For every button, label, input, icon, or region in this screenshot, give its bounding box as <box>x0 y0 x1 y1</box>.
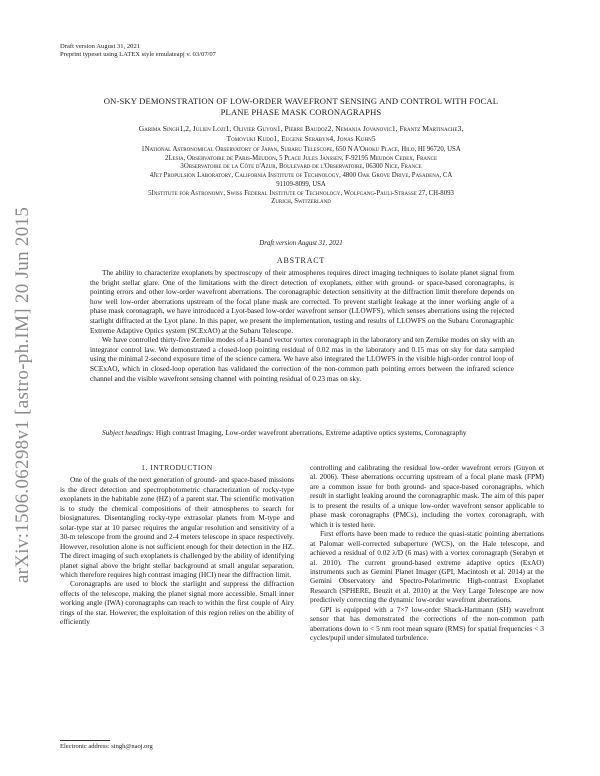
title-line: ON-SKY DEMONSTRATION OF LOW-ORDER WAVEFRONT SENSING AND CONTROL WITH FOCAL <box>103 96 499 106</box>
affiliation-line: 4Jet Propulsion Laboratory, California Institute of Technology, 4800 Oak Grove Drive, Pasadena, CA <box>149 172 453 180</box>
paper-title <box>62 96 540 118</box>
arxiv-id-text: arXiv:1506.06298v1 [astro-ph.IM] 20 Jun 2015 <box>12 206 33 584</box>
footnote-email: Electronic address: singh@naoj.org <box>60 743 153 750</box>
affiliation-line: 1National Astronomical Observatory of Japan, Subaru Telescope, 650 N A'Ohoku Place, Hilo, HI 96720, USA <box>141 146 461 153</box>
author-list <box>66 124 536 144</box>
abstract-body <box>90 268 514 383</box>
abstract-heading: ABSTRACT <box>276 256 326 265</box>
body-paragraph: First efforts have been made to reduce the quasi-static pointing aberrations at Palomar well-corrected subaperture (WCS), on the Hale telescope, and achieved a residual of 0.02 λ/D (6 mas) with a vortex coronagraph (Serabyn et al. 2010). The current ground-based extreme adaptive optics (ExAO) instruments such as Gemini Planet Imager (GPI, Macintosh et al. 2014) at the Gemini Observatory and Spectro-Polarimetric High-contrast Exoplanet Research (SPHERE, Beuzit et al. 2010) at the Very Large Telescope are now predictively correcting the dynamic low-order wavefront aberrations. <box>310 529 544 605</box>
preprint-header <box>60 43 216 60</box>
preprint-typeset-line: Preprint typeset using LATEX style emulateapj v. 03/07/07 <box>60 51 216 59</box>
draft-version-date: Draft version August 31, 2021 <box>259 240 343 247</box>
subject-headings <box>90 428 514 438</box>
body-paragraph: GPI is equipped with a 7×7 low-order Shack-Hartmann (SH) wavefront sensor that has demonstrated the corrections of the non-common path aberrations down to < 5 nm root mean square (RMS) for spatial frequencies < 3 cycles/pupil under simulated turbulence. <box>310 604 544 643</box>
author-line: Garima Singh1,2, Julien Lozi1, Olivier Guyon1, Pierre Baudoz2, Nemanja Jovanovic1, Frantz Martinache3, <box>138 124 464 133</box>
subject-headings-label: Subject headings: <box>102 428 155 437</box>
arxiv-identifier-stamp <box>6 180 40 610</box>
footnote-rule <box>60 740 110 741</box>
section-heading-introduction: 1. INTRODUCTION <box>141 463 213 472</box>
body-paragraph: Coronagraphs are used to block the starlight and suppress the diffraction effects of the telescope, making the planet signal more accessible. Small inner working angle (IWA) coronagraphs can reach to within the first couple of Airy rings of the star. However, the exploitation of this region relies on the ability of efficiently <box>60 579 294 627</box>
affiliation-line: 3Observatoire de la Côte d'Azur, Boulevard de l'Observatoire, 06300 Nice, France <box>180 163 422 171</box>
affiliation-line: 2Lesia, Observatoire de Paris-Meudon, 5 Place Jules Janssen, F-92195 Meudon Cedex, France <box>164 154 438 162</box>
affiliations <box>60 146 542 207</box>
author-line: Tomoyuki Kudo1, Eugene Serabyn4, Jonas Kuhn5 <box>226 134 376 143</box>
left-column <box>60 463 294 627</box>
affiliation-line: 91109-8099, USA <box>276 180 326 188</box>
body-paragraph: One of the goals of the next generation of ground- and space-based missions is the direct detection and spectrophotometric characterization of rocky-type exoplanets in the habitable zone (HZ) of a parent star. The scientific motivation is to study the chemical compositions of their atmospheres to search for biosignatures. Disentangling rocky-type extrasolar planets from M-type and solar-type star at 10 parsec requires the angular resolution and sensitivity of a 30-m telescope from the ground and 2-4 meters telescope in space respectively. However, resolution alone is not sufficient enough for their detection in the HZ. The direct imaging of such exoplanets is challenged by the ability of identifying planet signal above the bright stellar background at small angular separation, which therefore requires high contrast imaging (HCI) near the diffraction limit. <box>60 475 294 579</box>
abstract-paragraph: We have controlled thirty-five Zernike modes of a H-band vector vortex coronagraph in the laboratory and ten Zernike modes on sky with an integrator control law. We demonstrated a closed-loop pointing residual of 0.02 mas in the laboratory and 0.15 mas on sky for data sampled using the minimal 2-second exposure time of the science camera. We have also integrated the LLOWFS in the visible high-order control loop of SCExAO, which in closed-loop operation has validated the correction of the non-common path pointing errors between the infrared science channel and the visible wavefront sensing channel with pointing residual of 0.23 mas on sky. <box>90 335 514 383</box>
affiliation-line: Zurich, Switzerland <box>271 198 331 206</box>
subject-headings-text: High contrast Imaging, Low-order wavefront aberrations, Extreme adaptive optics systems, Coronagraphy <box>154 428 467 437</box>
abstract-paragraph: The ability to characterize exoplanets by spectroscopy of their atmospheres requires direct imaging techniques to isolate planet signal from the bright stellar glare. One of the limitations with the direct detection of exoplanets, either with ground- or space-based coronagraphs, is pointing errors and other low-order wavefront aberrations. The coronagraphic detection sensitivity at the diffraction limit therefore depends on how well low-order aberrations upstream of the focal plane mask are corrected. To prevent starlight leakage at the inner working angle of a phase mask coronagraph, we have introduced a Lyot-based low-order wavefront sensor (LLOWFS), which senses aberrations using the rejected starlight diffracted at the Lyot plane. In this paper, we present the implementation, testing and results of LLOWFS on the Subaru Coronagraphic Extreme Adaptive Optics system (SCExAO) at the Subaru Telescope. <box>90 268 514 335</box>
body-paragraph: controlling and calibrating the residual low-order wavefront errors (Guyon et al. 2006). These aberrations occurring upstream of a focal plane mask (FPM) are a common issue for both ground- and space-based coronagraphs, which result in starlight leaking around the coronagraphic mask. The aim of this paper is to present the results of a unique low-order wavefront sensor applicable to phase mask coronagraphs (PMCs), including the vortex coronagraph, with which it is tested here. <box>310 463 544 529</box>
title-line: PLANE PHASE MASK CORONAGRAPHS <box>220 107 382 117</box>
right-column <box>310 463 544 643</box>
affiliation-line: 5Institute for Astronomy, Swiss Federal Institute of Technology, Wolfgang-Pauli-Strasse 27, CH-8093 <box>148 189 454 197</box>
draft-version-line: Draft version August 31, 2021 <box>60 43 141 50</box>
